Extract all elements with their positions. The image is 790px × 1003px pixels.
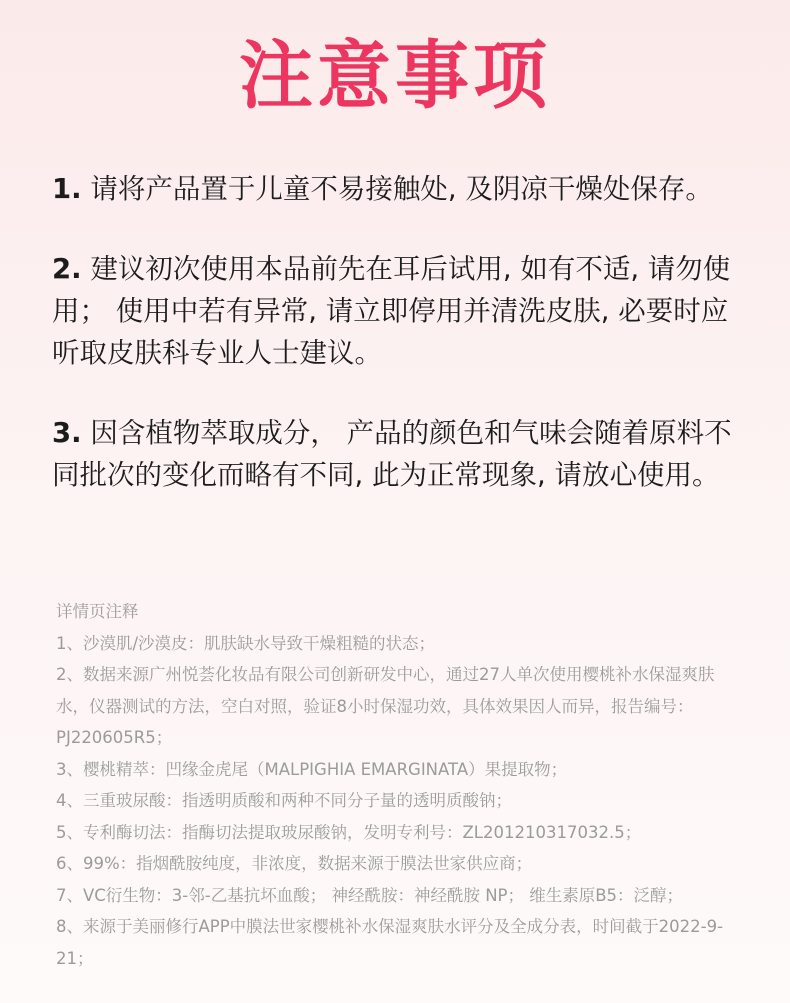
footnotes-section xyxy=(56,596,746,974)
footnote-item: 2、数据来源广州悦荟化妆品有限公司创新研发中心，通过27人单次使用樱桃补水保湿爽肤水，仪器测试的方法，空白对照，验证8小时保湿功效，具体效果因人而异，报告编号：PJ220605R5； xyxy=(56,665,715,747)
notice-number: 2. xyxy=(52,253,82,285)
notice-text: 因含植物萃取成分， 产品的颜色和气味会随着原料不同批次的变化而略有不同, 此为正常现象, 请放心使用。 xyxy=(52,417,732,491)
notice-number: 1. xyxy=(52,173,82,205)
footnotes-heading: 详情页注释 xyxy=(56,602,139,621)
footnote-item: 6、99%：指烟酰胺纯度，非浓度，数据来源于膜法世家供应商； xyxy=(56,854,533,873)
footnote-item: 7、VC衍生物：3-邻-乙基抗坏血酸； 神经酰胺：神经酰胺 NP； 维生素原B5：泛醇； xyxy=(56,885,684,905)
footnote-item: 1、沙漠肌/沙漠皮：肌肤缺水导致干燥粗糙的状态； xyxy=(56,633,436,653)
notice-item-2 xyxy=(52,248,752,374)
footnote-item: 3、樱桃精萃：凹缘金虎尾（MALPIGHIA EMARGINATA）果提取物； xyxy=(56,759,568,779)
footnote-item: 8、来源于美丽修行APP中膜法世家樱桃补水保湿爽肤水评分及全成分表，时间截于2022-9-21； xyxy=(56,917,724,968)
notice-text: 请将产品置于儿童不易接触处, 及阴凉干燥处保存。 xyxy=(81,173,713,205)
notice-list xyxy=(52,168,752,534)
notice-number: 3. xyxy=(52,417,82,449)
page-title: 注意事项 xyxy=(239,33,551,119)
notice-text: 建议初次使用本品前先在耳后试用, 如有不适, 请勿使用； 使用中若有异常, 请立即停用并清洗皮肤, 必要时应听取皮肤科专业人士建议。 xyxy=(52,253,731,369)
footnote-item: 4、三重玻尿酸：指透明质酸和两种不同分子量的透明质酸钠； xyxy=(56,791,512,810)
notice-item-1 xyxy=(52,168,752,210)
footnote-item: 5、专利酶切法：指酶切法提取玻尿酸钠，发明专利号：ZL201210317032.5； xyxy=(56,822,642,842)
notice-item-3 xyxy=(52,412,752,496)
